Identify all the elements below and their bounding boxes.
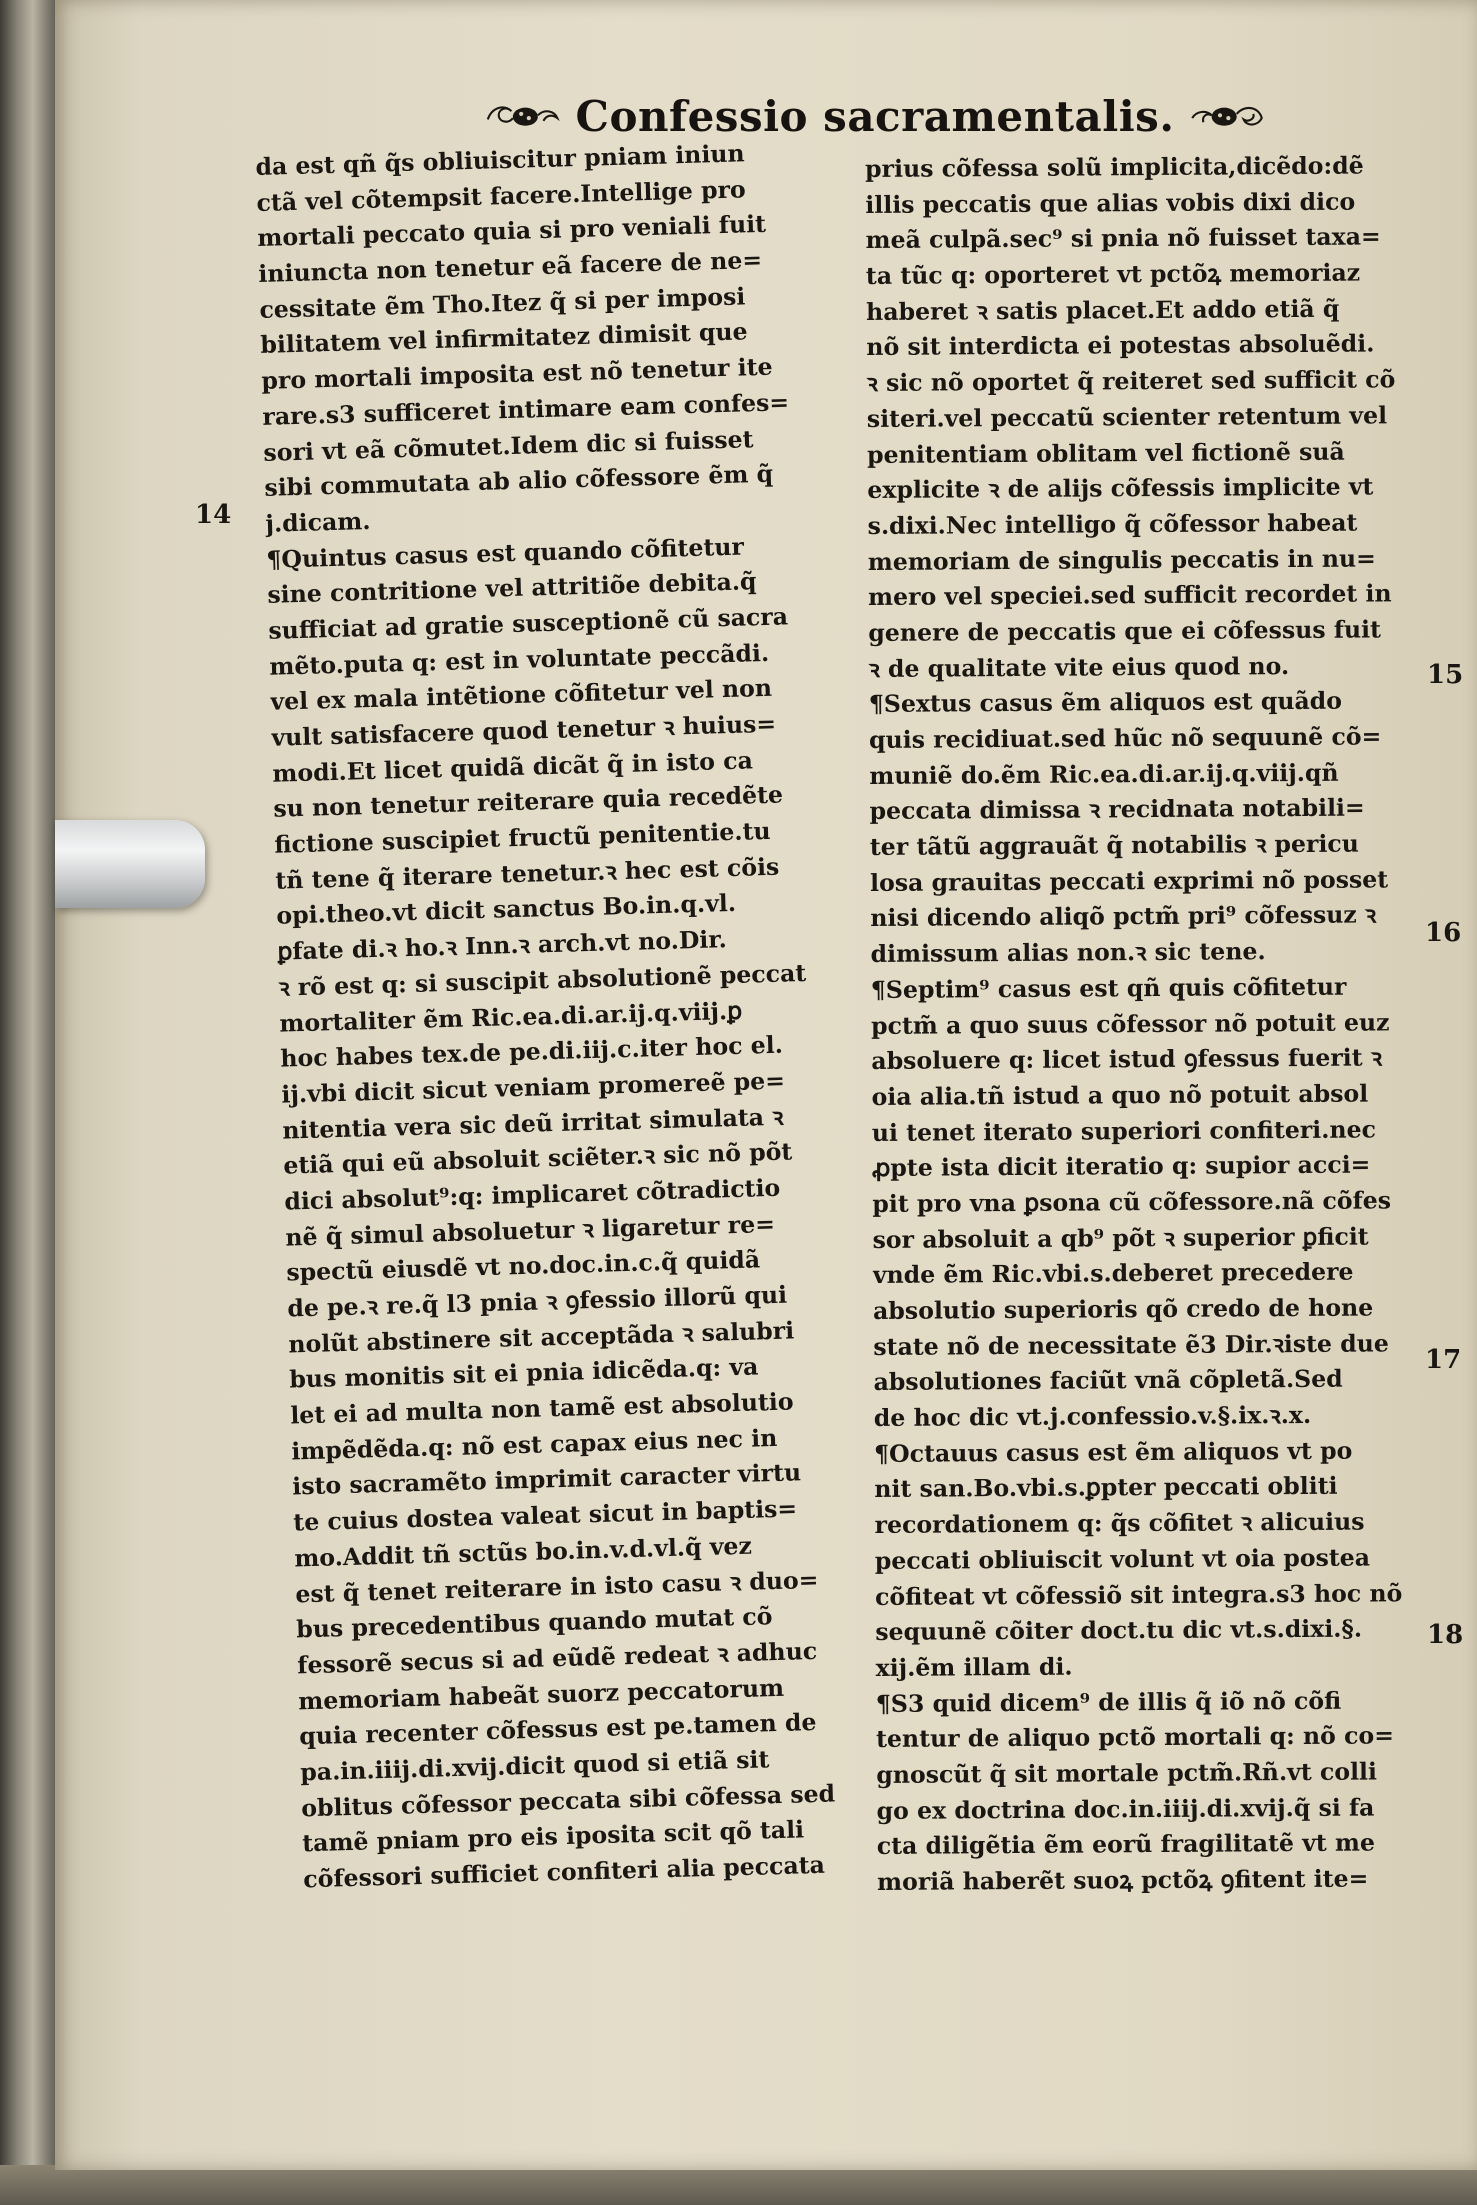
text-line: cta diligẽtia ẽm eorũ fragilitatẽ vt me [876, 1828, 1376, 1861]
text-line: sine contritione vel attritiõe debita.q̃ [267, 567, 757, 610]
text-line: ꝛ de qualitate vite eius quod no. [868, 651, 1290, 683]
margin-number-17: 17 [1425, 1345, 1462, 1375]
text-line: cõfessori sufficiet confiteri alia peccata [302, 1850, 826, 1894]
left-text-column [255, 134, 882, 1898]
text-line: mẽto.puta q: est in voluntate peccãdi. [269, 638, 770, 681]
text-line: gnoscũt q̃ sit mortale pctm̃.Rñ.vt colli [876, 1757, 1378, 1789]
text-line: impẽdẽda.q: nõ est capax eius nec in [290, 1423, 778, 1466]
text-line: vult satisfacere quod tenetur ꝛ huius= [271, 709, 777, 752]
text-line: sequunẽ cõiter doct.tu dic vt.s.dixi.§. [875, 1614, 1363, 1647]
text-line: sori vt eã cõmutet.Idem dic si fuisset [263, 424, 754, 467]
text-line: opi.theo.vt dicit sanctus Bo.in.q.vl. [276, 889, 737, 931]
text-line: hoc habes tex.de pe.di.iij.c.iter hoc el. [279, 1030, 784, 1073]
text-line: est q̃ tenet reiterare in isto casu ꝛ duo= [294, 1565, 819, 1608]
text-line: dimissum alias non.ꝛ sic tene. [870, 937, 1266, 969]
text-line: mortali peccato quia si pro veniali fuit [257, 210, 767, 253]
printed-page [55, 0, 1477, 2170]
text-line: te cuius dostea valeat sicut in baptis= [292, 1494, 798, 1537]
text-line: su non tenetur reiterare quia recedẽte [273, 780, 784, 824]
right-text-column [865, 148, 1437, 1901]
text-line: peccati obliuiscit volunt vt oia postea [874, 1543, 1371, 1575]
right-ornament-icon [1188, 91, 1265, 141]
text-line: muniẽ do.ẽm Ric.ea.di.ar.ij.q.viij.qñ [869, 758, 1339, 790]
text-line: nolũt abstinere sit acceptãda ꝛ salubri [287, 1316, 795, 1359]
text-line: ter tãtũ aggrauãt q̃ notabilis ꝛ pericu [869, 829, 1360, 862]
text-line: cõfiteat vt cõfessiõ sit integra.s3 hoc nõ [874, 1578, 1403, 1611]
text-line: explicite ꝛ de alijs cõfessis implicite vt [867, 472, 1374, 505]
text-line: ctã vel cõtempsit facere.Intellige pro [256, 175, 747, 217]
text-line: rare.s3 sufficeret intimare eam confes= [262, 388, 790, 431]
margin-number-18: 18 [1427, 1620, 1464, 1650]
text-line: state nõ de necessitate ẽ3 Dir.ꝛiste due [873, 1329, 1389, 1361]
text-line: vnde ẽm Ric.vbi.s.deberet precedere [872, 1257, 1354, 1290]
text-line: modi.Et licet quidã dicãt q̃ in isto ca [272, 746, 754, 788]
text-line: ¶Quintus casus est quando cõfitetur [266, 532, 745, 574]
text-line: go ex doctrina doc.in.iiij.di.xvij.q̃ si fa [876, 1793, 1375, 1825]
text-line: mo.Addit tñ sctũs bo.in.v.d.vl.q̃ vez [293, 1531, 753, 1573]
text-line: sibi commutata ab alio cõfessore ẽm q̃ [264, 459, 774, 503]
text-line: iniuncta non tenetur eã facere de ne= [258, 245, 763, 289]
text-line: vel ex mala intẽtione cõfitetur vel non [270, 674, 773, 717]
text-line: ¶Sextus casus ẽm aliquos est quãdo [868, 686, 1343, 719]
text-line: ꝛ rõ est q: si suscipit absolutionẽ peccat [278, 958, 807, 1002]
text-line: ꝑfate di.ꝛ ho.ꝛ Inn.ꝛ arch.vt no.Dir. [277, 925, 728, 966]
book-bottom-edge [0, 2165, 1477, 2205]
text-line: haberet ꝛ satis placet.Et addo etiã q̃ [866, 294, 1340, 326]
margin-number-15: 15 [1427, 660, 1464, 690]
text-line: oblitus cõfessor peccata sibi cõfessa sed [300, 1779, 836, 1822]
text-line: meã culpã.sec⁹ si pnia nõ fuisset taxa= [865, 222, 1381, 255]
margin-number-16: 16 [1425, 918, 1462, 948]
text-line: tñ tene q̃ iterare tenetur.ꝛ hec est cõis [275, 852, 780, 895]
text-line: genere de peccatis que ei cõfessus fuit [868, 615, 1382, 647]
text-line: absoluere q: licet istud ꝯfessus fuerit ꝛ [871, 1043, 1383, 1076]
text-line: recordationem q: q̃s cõfitet ꝛ alicuius [874, 1507, 1365, 1540]
text-line: da est qñ q̃s obliuiscitur pniam iniun [255, 139, 746, 181]
text-line: de pe.ꝛ re.q̃ l3 pnia ꝛ ꝯfessio illorũ qui [286, 1280, 788, 1323]
text-line: let ei ad multa non tamẽ est absolutio [289, 1387, 794, 1430]
text-line: absolutio superioris qõ credo de hone [872, 1293, 1374, 1325]
text-line: penitentiam oblitam vel fictionẽ suã [867, 437, 1345, 469]
text-line: tentur de aliquo pctõ mortali q: nõ co= [875, 1721, 1395, 1754]
text-line: ta tũc q: oporteret vt pctõꝝ memoriaz [865, 258, 1361, 291]
text-line: j.dicam. [265, 506, 371, 538]
text-line: de hoc dic vt.j.confessio.v.§.ix.ꝛ.x. [873, 1400, 1312, 1433]
text-line: ¶Septim⁹ casus est qñ quis cõfitetur [870, 972, 1347, 1004]
text-line: etiã qui eũ absoluit sciẽter.ꝛ sic nõ põt [282, 1137, 793, 1180]
text-line: nisi dicendo aliqõ pctm̃ pri⁹ cõfessuz ꝛ [870, 900, 1377, 933]
text-line: pit pro vna ꝑsona cũ cõfessore.nã cõfes [872, 1186, 1392, 1218]
text-line: xij.ẽm illam di. [875, 1652, 1073, 1682]
text-line: ij.vbi dicit sicut veniam promereẽ pe= [280, 1066, 786, 1109]
text-line: quia recenter cõfessus est pe.tamen de [298, 1708, 817, 1751]
text-line: spectũ eiusdẽ vt no.doc.in.c.q̃ quidã [285, 1245, 761, 1287]
text-line: absolutiones faciũt vnã cõpletã.Sed [873, 1365, 1343, 1397]
text-line: ¶S3 quid dicem⁹ de illis q̃ iõ nõ cõfi [875, 1686, 1342, 1718]
text-line: oia alia.tñ istud a quo nõ potuit absol [871, 1079, 1369, 1111]
text-line: prius cõfessa solũ implicita,dicẽdo:dẽ [865, 151, 1364, 183]
text-line: bus monitis sit ei pnia idicẽda.q: va [288, 1352, 759, 1394]
text-line: memoriam de singulis peccatis in nu= [867, 544, 1376, 576]
text-line: peccata dimissa ꝛ recidnata notabili= [869, 793, 1365, 826]
text-line: sor absoluit a qb⁹ põt ꝛ superior ꝑficit [872, 1222, 1369, 1254]
text-line: tamẽ pniam pro eis iposita scit qõ tali [301, 1815, 805, 1858]
page-title: Confessio sacramentalis. [575, 91, 1175, 141]
text-line: isto sacramẽto imprimit caracter virtu [291, 1458, 802, 1501]
text-line: pro mortali imposita est nõ tenetur ite [261, 352, 773, 396]
text-line: sufficiat ad gratie susceptionẽ cũ sacra [268, 602, 789, 645]
text-line: ¶Octauus casus est ẽm aliquos vt po [873, 1436, 1353, 1468]
text-line: ui tenet iterato superiori confiteri.nec [871, 1115, 1377, 1147]
text-line: ꝛ sic nõ oportet q̃ reiteret sed sufficit cõ [866, 365, 1396, 398]
text-line: mero vel speciei.sed sufficit recordet in [868, 579, 1392, 612]
text-line: s.dixi.Nec intelligo q̃ cõfessor habeat [867, 508, 1358, 540]
text-line: nẽ q̃ simul absoluetur ꝛ ligaretur re= [284, 1209, 776, 1252]
text-line: memoriam habeãt suorz peccatorum [297, 1673, 785, 1715]
text-line: mortaliter ẽm Ric.ea.di.ar.ij.q.viij.ꝑ [278, 996, 743, 1038]
text-line: moriã haberẽt suoꝝ pctõꝝ ꝯfitent ite= [876, 1864, 1369, 1896]
text-line: nõ sit interdicta ei potestas absoluẽdi. [866, 329, 1375, 362]
margin-number-14: 14 [195, 500, 232, 530]
text-line: fessorẽ secus si ad eũdẽ redeat ꝛ adhuc [296, 1636, 818, 1680]
page-clip [55, 820, 205, 908]
text-line: fictione suscipiet fructũ penitentie.tu [274, 816, 771, 859]
text-line: quis recidiuat.sed hũc nõ sequunẽ cõ= [869, 722, 1382, 754]
text-line: dici absolut⁹:q: implicaret cõtradictio [283, 1173, 781, 1216]
text-line: siteri.vel peccatũ scienter retentum vel [866, 401, 1388, 433]
text-line: cessitate ẽm Tho.Itez q̃ si per imposi [259, 282, 746, 324]
text-line: ꝓpte ista dicit iteratio q: supior acci= [871, 1150, 1371, 1183]
text-line: nit san.Bo.vbi.s.ꝑpter peccati obliti [874, 1472, 1338, 1504]
text-line: losa grauitas peccati exprimi nõ posset [870, 865, 1389, 897]
text-line: pa.in.iiij.di.xvij.dicit quod si etiã sit [299, 1745, 770, 1787]
text-line: illis peccatis que alias vobis dixi dico [865, 187, 1356, 219]
text-line: bus precedentibus quando mutat cõ [295, 1602, 773, 1644]
text-line: bilitatem vel infirmitatez dimisit que [260, 317, 748, 360]
text-line: pctm̃ a quo suus cõfessor nõ potuit euz [871, 1007, 1390, 1040]
left-ornament-icon [485, 91, 562, 141]
book-binding-edge [0, 0, 60, 2205]
text-line: nitentia vera sic deũ irritat simulata ꝛ [281, 1102, 784, 1145]
